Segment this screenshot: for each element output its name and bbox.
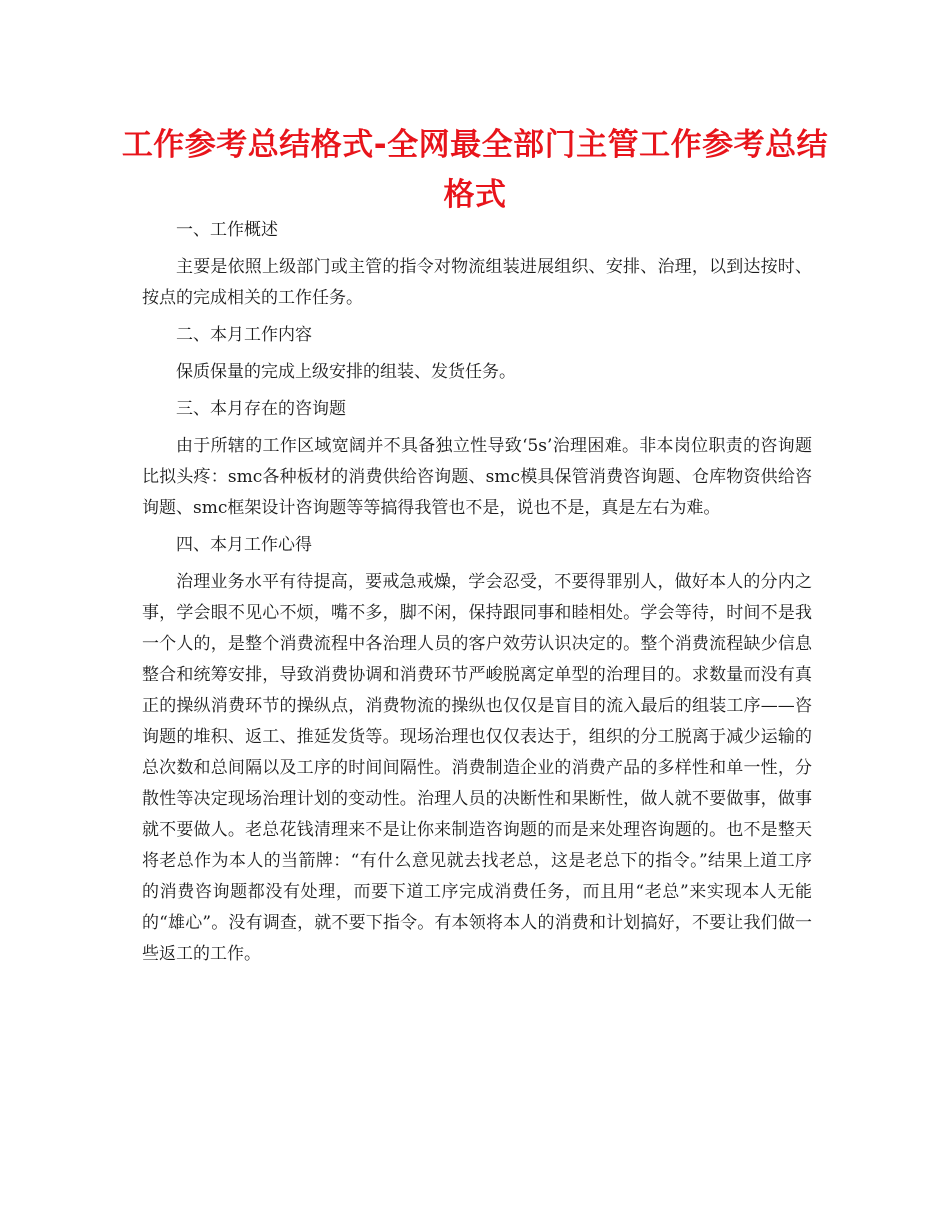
section-heading-issues: 三、本月存在的咨询题 bbox=[176, 399, 346, 419]
section-text-overview: 主要是依照上级部门或主管的指令对物流组装进展组织、安排、治理，以到达按时、按点的完成相关的工作任务。 bbox=[142, 257, 812, 308]
section-text-issues: 由于所辖的工作区域宽阔并不具备独立性导致‘5s’治理困难。非本岗位职责的咨询题比拟头疼：smc各种板材的消费供给咨询题、smc模具保管消费咨询题、仓库物资供给咨询题、smc框架设计咨询题等等搞得我管也不是，说也不是，真是左右为难。 bbox=[142, 436, 812, 518]
section-text-work-content: 保质保量的完成上级安排的组装、发货任务。 bbox=[176, 362, 516, 382]
document-body bbox=[142, 215, 812, 976]
section-heading-insights: 四、本月工作心得 bbox=[176, 535, 312, 555]
section-text-insights: 治理业务水平有待提高，要戒急戒燥，学会忍受，不要得罪别人，做好本人的分内之事，学会眼不见心不烦，嘴不多，脚不闲，保持跟同事和睦相处。学会等待，时间不是我一个人的，是整个消费流程中各治理人员的客户效劳认识决定的。整个消费流程缺少信息整合和统筹安排，导致消费协调和消费环节严峻脱离定单型的治理目的。求数量而没有真正的操纵消费环节的操纵点，消费物流的操纵也仅仅是盲目的流入最后的组装工序——咨询题的堆积、返工、推延发货等。现场治理也仅仅表达于，组织的分工脱离于减少运输的总次数和总间隔以及工序的时间间隔性。消费制造企业的消费产品的多样性和单一性，分散性等决定现场治理计划的变动性。治理人员的决断性和果断性，做人就不要做事，做事就不要做人。老总花钱清理来不是让你来制造咨询题的而是来处理咨询题的。也不是整天将老总作为本人的当箭牌：“有什么意见就去找老总，这是老总下的指令。”结果上道工序的消费咨询题都没有处理，而要下道工序完成消费任务，而且用“老总”来实现本人无能的“雄心”。没有调查，就不要下指令。有本领将本人的消费和计划搞好，不要让我们做一些返工的工作。 bbox=[142, 572, 812, 964]
section-heading-work-content: 二、本月工作内容 bbox=[176, 325, 312, 345]
section-heading-overview: 一、工作概述 bbox=[176, 220, 278, 240]
document-title: 工作参考总结格式-全网最全部门主管工作参考总结格式 bbox=[121, 127, 829, 213]
